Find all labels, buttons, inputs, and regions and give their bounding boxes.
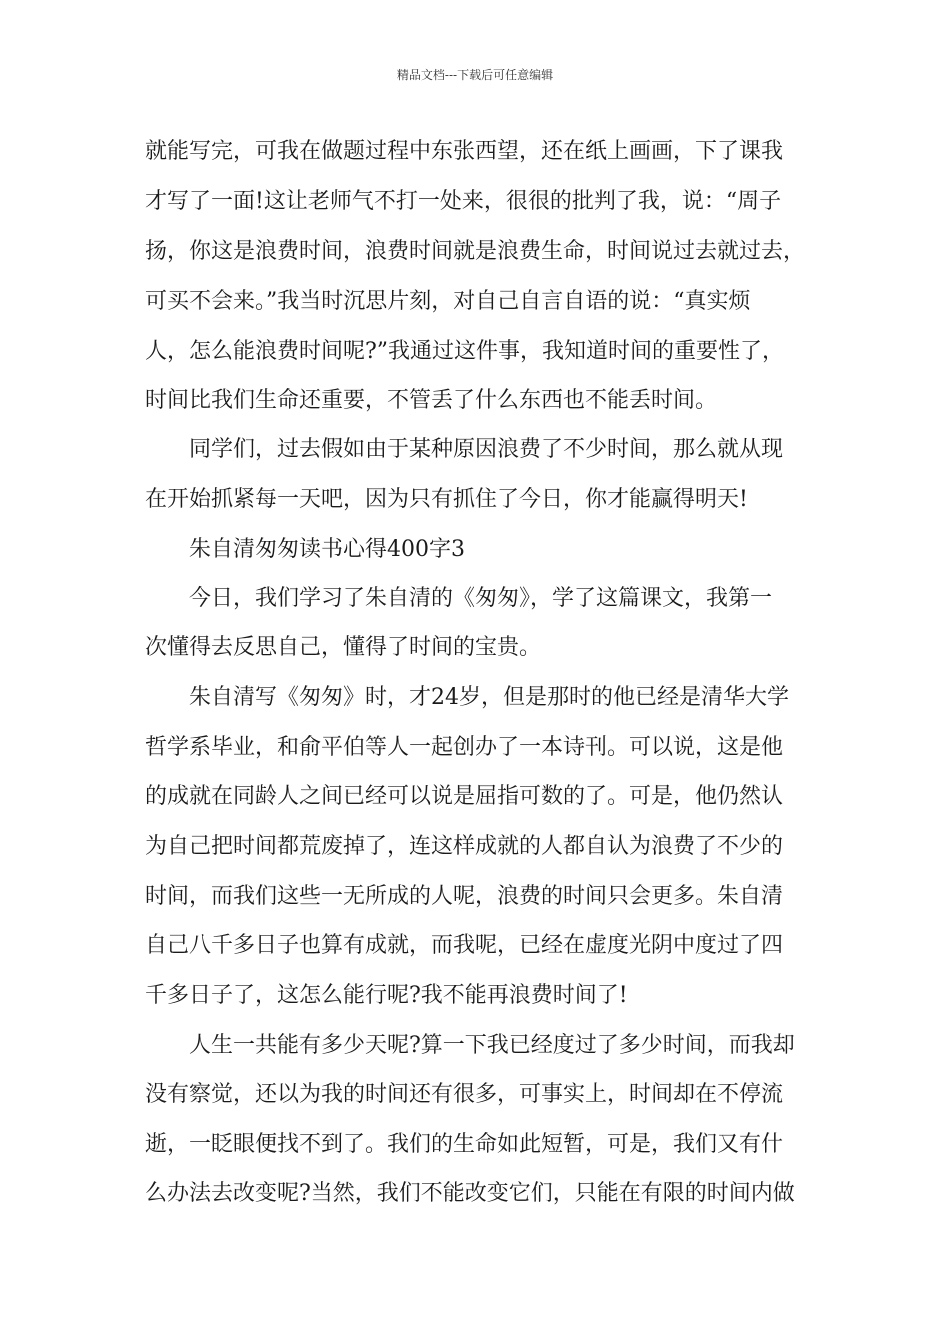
text-line: 今日，我们学习了朱自清的《匆匆》，学了这篇课文，我第一 bbox=[145, 586, 773, 611]
text-line: 朱自清写《匆匆》时，才24岁，但是那时的他已经是清华大学 bbox=[145, 685, 789, 710]
text-line: 人，怎么能浪费时间呢?”我通过这件事，我知道时间的重要性了， bbox=[145, 339, 785, 364]
text-line: 为自己把时间都荒废掉了，连这样成就的人都自认为浪费了不少的 bbox=[145, 834, 784, 859]
text-line: 就能写完，可我在做题过程中东张西望，还在纸上画画，下了课我 bbox=[145, 139, 784, 164]
text-line: 同学们，过去假如由于某种原因浪费了不少时间，那么就从现 bbox=[145, 437, 784, 462]
text-line: 时间比我们生命还重要，不管丢了什么东西也不能丢时间。 bbox=[145, 388, 718, 413]
text-line: 可买不会来。”我当时沉思片刻，对自己自言自语的说：“真实烦 bbox=[145, 289, 751, 314]
text-line: 次懂得去反思自己，懂得了时间的宝贵。 bbox=[145, 635, 542, 660]
text-line: 扬，你这是浪费时间，浪费时间就是浪费生命，时间说过去就过去， bbox=[145, 239, 806, 264]
text-line: 才写了一面!这让老师气不打一处来，很很的批判了我，说：“周子 bbox=[145, 189, 782, 214]
text-line: 千多日子了，这怎么能行呢?我不能再浪费时间了! bbox=[145, 983, 628, 1008]
section-heading: 朱自清匆匆读书心得400字3 bbox=[145, 537, 465, 562]
text-line: 没有察觉，还以为我的时间还有很多，可事实上，时间却在不停流 bbox=[145, 1082, 784, 1107]
text-line: 么办法去改变呢?当然，我们不能改变它们，只能在有限的时间内做 bbox=[145, 1181, 795, 1206]
text-line: 人生一共能有多少天呢?算一下我已经度过了多少时间，而我却 bbox=[145, 1033, 795, 1058]
text-line: 哲学系毕业，和俞平伯等人一起创办了一本诗刊。可以说，这是他 bbox=[145, 735, 784, 760]
text-line: 的成就在同龄人之间已经可以说是屈指可数的了。可是，他仍然认 bbox=[145, 784, 784, 809]
page-header: 精品文档---下载后可任意编辑 bbox=[396, 68, 554, 82]
text-line: 自己八千多日子也算有成就，而我呢，已经在虚度光阴中度过了四 bbox=[145, 933, 784, 958]
text-line: 逝，一眨眼便找不到了。我们的生命如此短暂，可是，我们又有什 bbox=[145, 1132, 784, 1157]
text-line: 时间，而我们这些一无所成的人呢，浪费的时间只会更多。朱自清 bbox=[145, 884, 784, 909]
text-line: 在开始抓紧每一天吧，因为只有抓住了今日，你才能赢得明天! bbox=[145, 487, 748, 512]
